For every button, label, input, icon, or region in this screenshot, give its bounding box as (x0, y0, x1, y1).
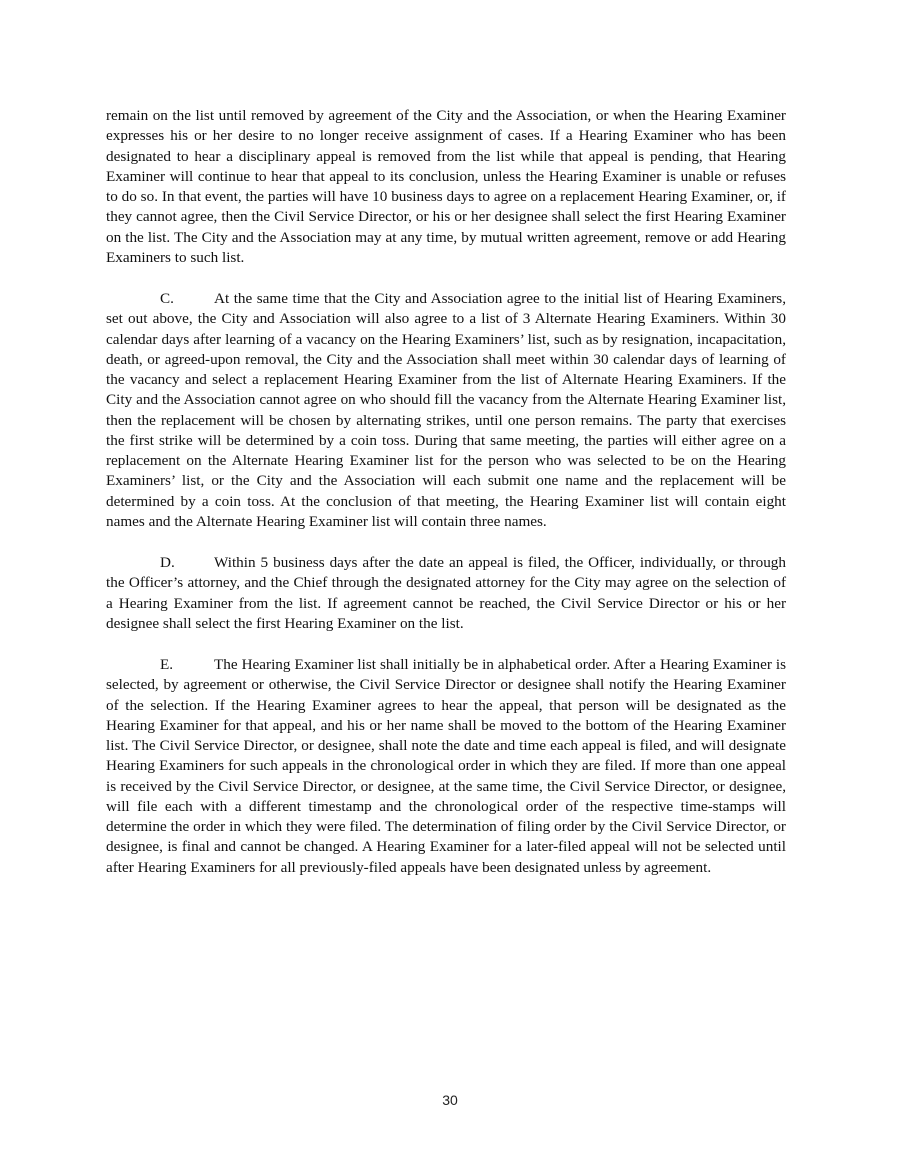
paragraph-text: The Hearing Examiner list shall initially be in alphabetical order. After a Hearing Examiner is selected, by agreement or otherwise, the Civil Service Director or designee shall notify the Hearing Examiner of the selection. If the Hearing Examiner agrees to hear the appeal, that person will be designated as the Hearing Examiner for that appeal, and his or her name shall be moved to the bottom of the Hearing Examiner list. The Civil Service Director, or designee, shall note the date and time each appeal is filed, and will designate Hearing Examiners for such appeals in the chronological order in which they are filed. If more than one appeal is received by the Civil Service Director, or designee, at the same time, the Civil Service Director, or designee, will file each with a different timestamp and the chronological order of the respective time-stamps will determine the order in which they were filed. The determination of filing order by the Civil Service Director, or designee, is final and cannot be changed. A Hearing Examiner for a later-filed appeal will not be selected until after Hearing Examiners for all previously-filed appeals have been designated unless by agreement. (106, 656, 786, 876)
paragraph-text: remain on the list until removed by agreement of the City and the Association, or when the Hearing Examiner expresses his or her desire to no longer receive assignment of cases. If a Hearing Examiner who has been designated to hear a disciplinary appeal is removed from the list while that appeal is pending, that Hearing Examiner will continue to hear that appeal to its conclusion, unless the Hearing Examiner is unable or refuses to do so. In that event, the parties will have 10 business days to agree on a replacement Hearing Examiner, or, if they cannot agree, then the Civil Service Director, or his or her designee shall select the first Hearing Examiner on the list. The City and the Association may at any time, by mutual written agreement, remove or add Hearing Examiners to such list. (106, 107, 786, 266)
paragraph-text: Within 5 business days after the date an appeal is filed, the Officer, individually, or through the Officer’s attorney, and the Chief through the designated attorney for the City may agree on the selection of a Hearing Examiner from the list. If agreement cannot be reached, the Civil Service Director or his or her designee shall select the first Hearing Examiner on the list. (106, 554, 786, 632)
page-number: 30 (442, 1092, 458, 1108)
paragraph-letter: C. (160, 290, 174, 307)
paragraph-letter: D. (160, 554, 175, 571)
paragraph-letter: E. (160, 656, 174, 673)
document-body (106, 106, 786, 878)
paragraph-continued (106, 106, 786, 268)
paragraph-d (106, 553, 786, 634)
paragraph-text: At the same time that the City and Association agree to the initial list of Hearing Examiners, set out above, the City and Association will also agree to a list of 3 Alternate Hearing Examiners. Within 30 calendar days after learning of a vacancy on the Hearing Examiners’ list, such as by resignation, incapacitation, death, or agreed-upon removal, the City and the Association shall meet within 30 calendar days of learning of the vacancy and select a replacement Hearing Examiner from the list of Alternate Hearing Examiners. If the City and the Association cannot agree on who should fill the vacancy from the Alternate Hearing Examiner list, then the replacement will be chosen by alternating strikes, until one person remains. The party that exercises the first strike will be determined by a coin toss. During that same meeting, the parties will either agree on a replacement on the Alternate Hearing Examiner list for the person who was selected to be on the Hearing Examiners’ list, or the City and the Association will each submit one name and the replacement will be determined by a coin toss. At the conclusion of that meeting, the Hearing Examiner list will contain eight names and the Alternate Hearing Examiner list will contain three names. (106, 290, 786, 530)
paragraph-e (106, 655, 786, 878)
paragraph-c (106, 289, 786, 532)
